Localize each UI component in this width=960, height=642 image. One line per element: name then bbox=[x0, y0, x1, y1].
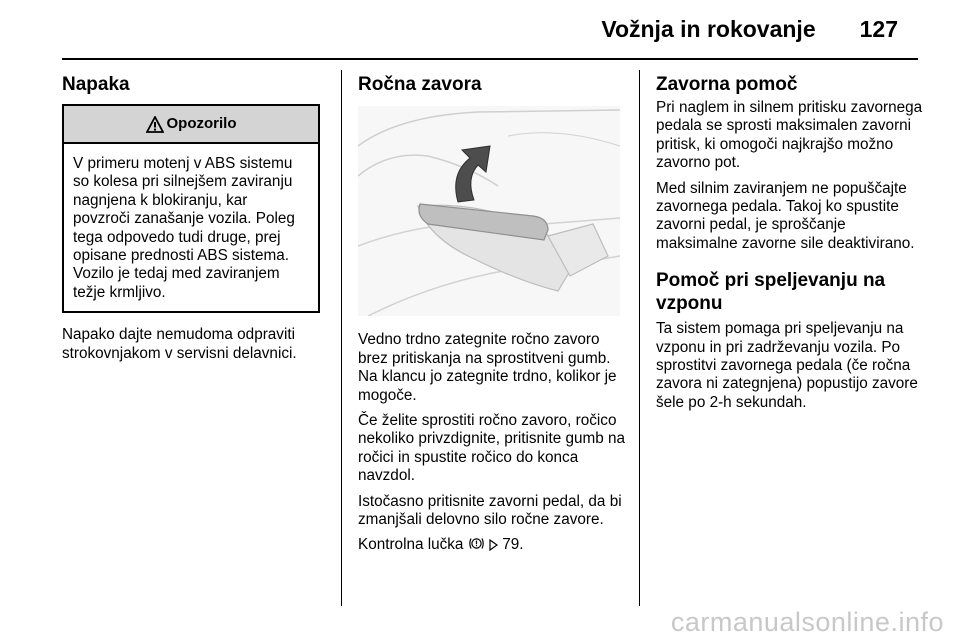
warning-header bbox=[64, 106, 318, 144]
column-divider-2 bbox=[639, 70, 640, 606]
page-number: 127 bbox=[859, 16, 898, 42]
warning-text: V primeru motenj v ABS sistemu so kolesa pri silnejšem zaviranju nagnjena k blokiranju, kar povzroči zanašanje vozila. Poleg tega odpovedo tudi druge, prej opisane prednosti ABS sistema. Vozilo je tedaj med zaviranjem težje krmljivo. bbox=[73, 155, 295, 301]
heading-napaka: Napaka bbox=[62, 74, 130, 95]
warning-icon bbox=[146, 116, 164, 133]
zavorna-pomoc-paragraph-1: Pri naglem in silnem pritisku zavornega pedala se sprosti maksimalen zavorni pritisk, ki omogoči najkrajšo možno zavorno pot. bbox=[656, 99, 923, 172]
brake-warning-icon bbox=[468, 536, 485, 551]
zavorna-pomoc-paragraph-2: Med silnim zaviranjem ne popuščajte zavornega pedala. Takoj ko spustite zavorni pedal, je sproščanje maksimalne zavorne sile deaktivirano. bbox=[656, 179, 915, 252]
page-header bbox=[601, 16, 898, 43]
napaka-paragraph: Napako dajte nemudoma odpraviti strokovnjakom v servisni delavnici. bbox=[62, 326, 297, 362]
indicator-prefix: Kontrolna lučka bbox=[358, 536, 464, 554]
rocna-zavora-paragraph-1: Vedno trdno zategnite ročno zavoro brez pritiskanja na sprostitveni gumb. Na klancu jo zategnite trdno, kolikor je mogoče. bbox=[358, 331, 617, 404]
heading-rocna-zavora: Ročna zavora bbox=[358, 74, 482, 95]
rocna-zavora-paragraph-3: Istočasno pritisnite zavorni pedal, da bi zmanjšali delovno silo ročne zavore. bbox=[358, 492, 622, 529]
indicator-page: 79. bbox=[502, 536, 524, 554]
warning-box bbox=[62, 104, 320, 313]
watermark: carmanualsonline.info bbox=[670, 607, 944, 637]
section-title: Vožnja in rokovanje bbox=[601, 16, 816, 42]
header-divider bbox=[62, 58, 918, 60]
column-napaka bbox=[62, 74, 324, 370]
column-divider-1 bbox=[341, 70, 342, 606]
warning-label: Opozorilo bbox=[166, 114, 237, 132]
heading-zavorna-pomoc: Zavorna pomoč bbox=[656, 74, 798, 95]
handbrake-illustration bbox=[358, 106, 620, 316]
column-zavorna-pomoc bbox=[656, 74, 924, 419]
page-reference-icon bbox=[489, 539, 498, 551]
heading-pomoc-pri-speljevanju: Pomoč pri speljevanju na vzponu bbox=[656, 270, 886, 315]
indicator-reference bbox=[358, 536, 626, 554]
column-rocna-zavora bbox=[358, 74, 626, 562]
speljevanje-paragraph: Ta sistem pomaga pri speljevanju na vzponu in pri zadrževanju vozila. Po sprostitvi zavornega pedala (če ročna zavora ni zategnjena) popustijo zavore šele po 2-h sekundah. bbox=[656, 320, 918, 411]
rocna-zavora-paragraph-2: Če želite sprostiti ročno zavoro, ročico nekoliko privzdignite, pritisnite gumb na ročici in spustite ročico do konca navzdol. bbox=[358, 412, 625, 485]
